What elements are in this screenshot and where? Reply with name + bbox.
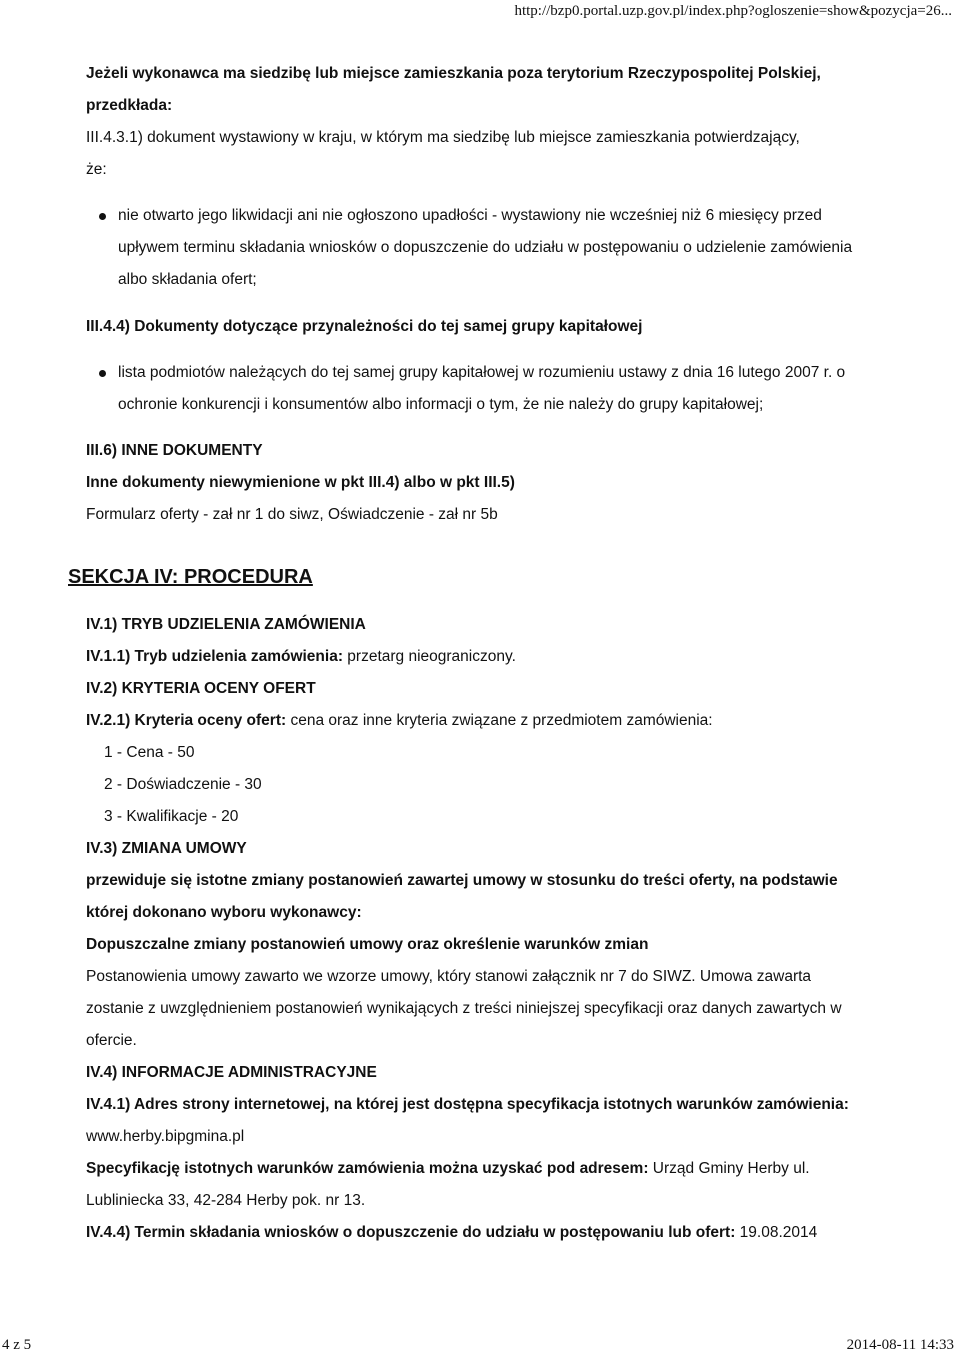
criterion-item: 2 - Doświadczenie - 30	[104, 776, 262, 793]
group-heading: III.4.4) Dokumenty dotyczące przynależności do tej samej grupy kapitałowej	[86, 318, 643, 335]
bullet-line: ochronie konkurencji i konsumentów albo informacji o tym, że nie należy do grupy kapitałowej;	[118, 396, 764, 413]
deadline-value: 19.08.2014	[735, 1224, 818, 1241]
spec-label: Specyfikację istotnych warunków zamówienia można uzyskać pod adresem:	[86, 1160, 649, 1177]
spec-value-line2: Lubliniecka 33, 42-284 Herby pok. nr 13.	[86, 1192, 366, 1209]
criteria-line	[86, 705, 886, 737]
print-datetime: 2014-08-11 14:33	[846, 1337, 954, 1353]
foreign-doc-line1: III.4.3.1) dokument wystawiony w kraju, w którym ma siedzibę lub miejsce zamieszkania potwierdzający,	[86, 129, 800, 146]
change-heading: IV.3) ZMIANA UMOWY	[86, 840, 247, 857]
bullet-liquidation	[86, 200, 886, 296]
mode-line	[86, 641, 886, 673]
criteria-label: IV.2.1) Kryteria oceny ofert:	[86, 712, 287, 729]
site-value: www.herby.bipgmina.pl	[86, 1128, 245, 1145]
change-text: ofercie.	[86, 1032, 137, 1049]
change-line2: której dokonano wyboru wykonawcy:	[86, 904, 362, 921]
change-text: Postanowienia umowy zawarto we wzorze umowy, który stanowi załącznik nr 7 do SIWZ. Umowa zawarta	[86, 968, 812, 985]
bullet-capital-group	[86, 357, 886, 421]
other-docs-subheading: Inne dokumenty niewymienione w pkt III.4) albo w pkt III.5)	[86, 474, 515, 491]
bullet-line: lista podmiotów należących do tej samej grupy kapitałowej w rozumieniu ustawy z dnia 16 lutego 2007 r. o	[118, 364, 846, 381]
bullet-icon	[99, 370, 106, 377]
criteria-value: cena oraz inne kryteria związane z przedmiotem zamówienia:	[286, 712, 713, 729]
mode-heading: IV.1) TRYB UDZIELENIA ZAMÓWIENIA	[86, 616, 366, 633]
other-docs-text: Formularz oferty - zał nr 1 do siwz, Oświadczenie - zał nr 5b	[86, 506, 498, 523]
spec-value: Urząd Gminy Herby ul.	[648, 1160, 810, 1177]
criterion-item: 1 - Cena - 50	[104, 744, 195, 761]
deadline-label: IV.4.4) Termin składania wniosków o dopuszczenie do udziału w postępowaniu lub ofert:	[86, 1224, 736, 1241]
bullet-line: nie otwarto jego likwidacji ani nie ogłoszono upadłości - wystawiony nie wcześniej niż 6 miesięcy przed	[118, 207, 822, 224]
criteria-heading: IV.2) KRYTERIA OCENY OFERT	[86, 680, 316, 697]
change-line1: przewiduje się istotne zmiany postanowień zawartej umowy w stosunku do treści oferty, na podstawie	[86, 872, 838, 889]
site-label: IV.4.1) Adres strony internetowej, na której jest dostępna specyfikacja istotnych warunków zamówienia:	[86, 1096, 849, 1113]
bullet-line: upływem terminu składania wniosków o dopuszczenie do udziału w postępowaniu o udzielenie zamówienia	[118, 239, 853, 256]
document-content	[68, 58, 886, 1249]
bullet-line: albo składania ofert;	[118, 271, 257, 288]
mode-label: IV.1.1) Tryb udzielenia zamówienia:	[86, 648, 343, 665]
foreign-intro-line2: przedkłada:	[86, 97, 173, 114]
change-sub: Dopuszczalne zmiany postanowień umowy oraz określenie warunków zmian	[86, 936, 649, 953]
spec-line	[86, 1153, 886, 1185]
other-docs-heading: III.6) INNE DOKUMENTY	[86, 442, 263, 459]
mode-value: przetarg nieograniczony.	[342, 648, 516, 665]
bullet-icon	[99, 213, 106, 220]
foreign-doc-line2: że:	[86, 161, 107, 178]
criterion-item: 3 - Kwalifikacje - 20	[104, 808, 239, 825]
page-url: http://bzp0.portal.uzp.gov.pl/index.php?ogloszenie=show&pozycja=26...	[514, 3, 952, 19]
admin-heading: IV.4) INFORMACJE ADMINISTRACYJNE	[86, 1064, 377, 1081]
change-text: zostanie z uwzględnieniem postanowień wynikających z treści niniejszej specyfikacji oraz danych zawartych w	[86, 1000, 842, 1017]
foreign-intro-line1: Jeżeli wykonawca ma siedzibę lub miejsce zamieszkania poza terytorium Rzeczypospolitej Polskiej,	[86, 65, 821, 82]
section-title: SEKCJA IV: PROCEDURA	[68, 566, 313, 588]
page-number: 4 z 5	[2, 1337, 32, 1353]
deadline-line	[86, 1217, 886, 1249]
